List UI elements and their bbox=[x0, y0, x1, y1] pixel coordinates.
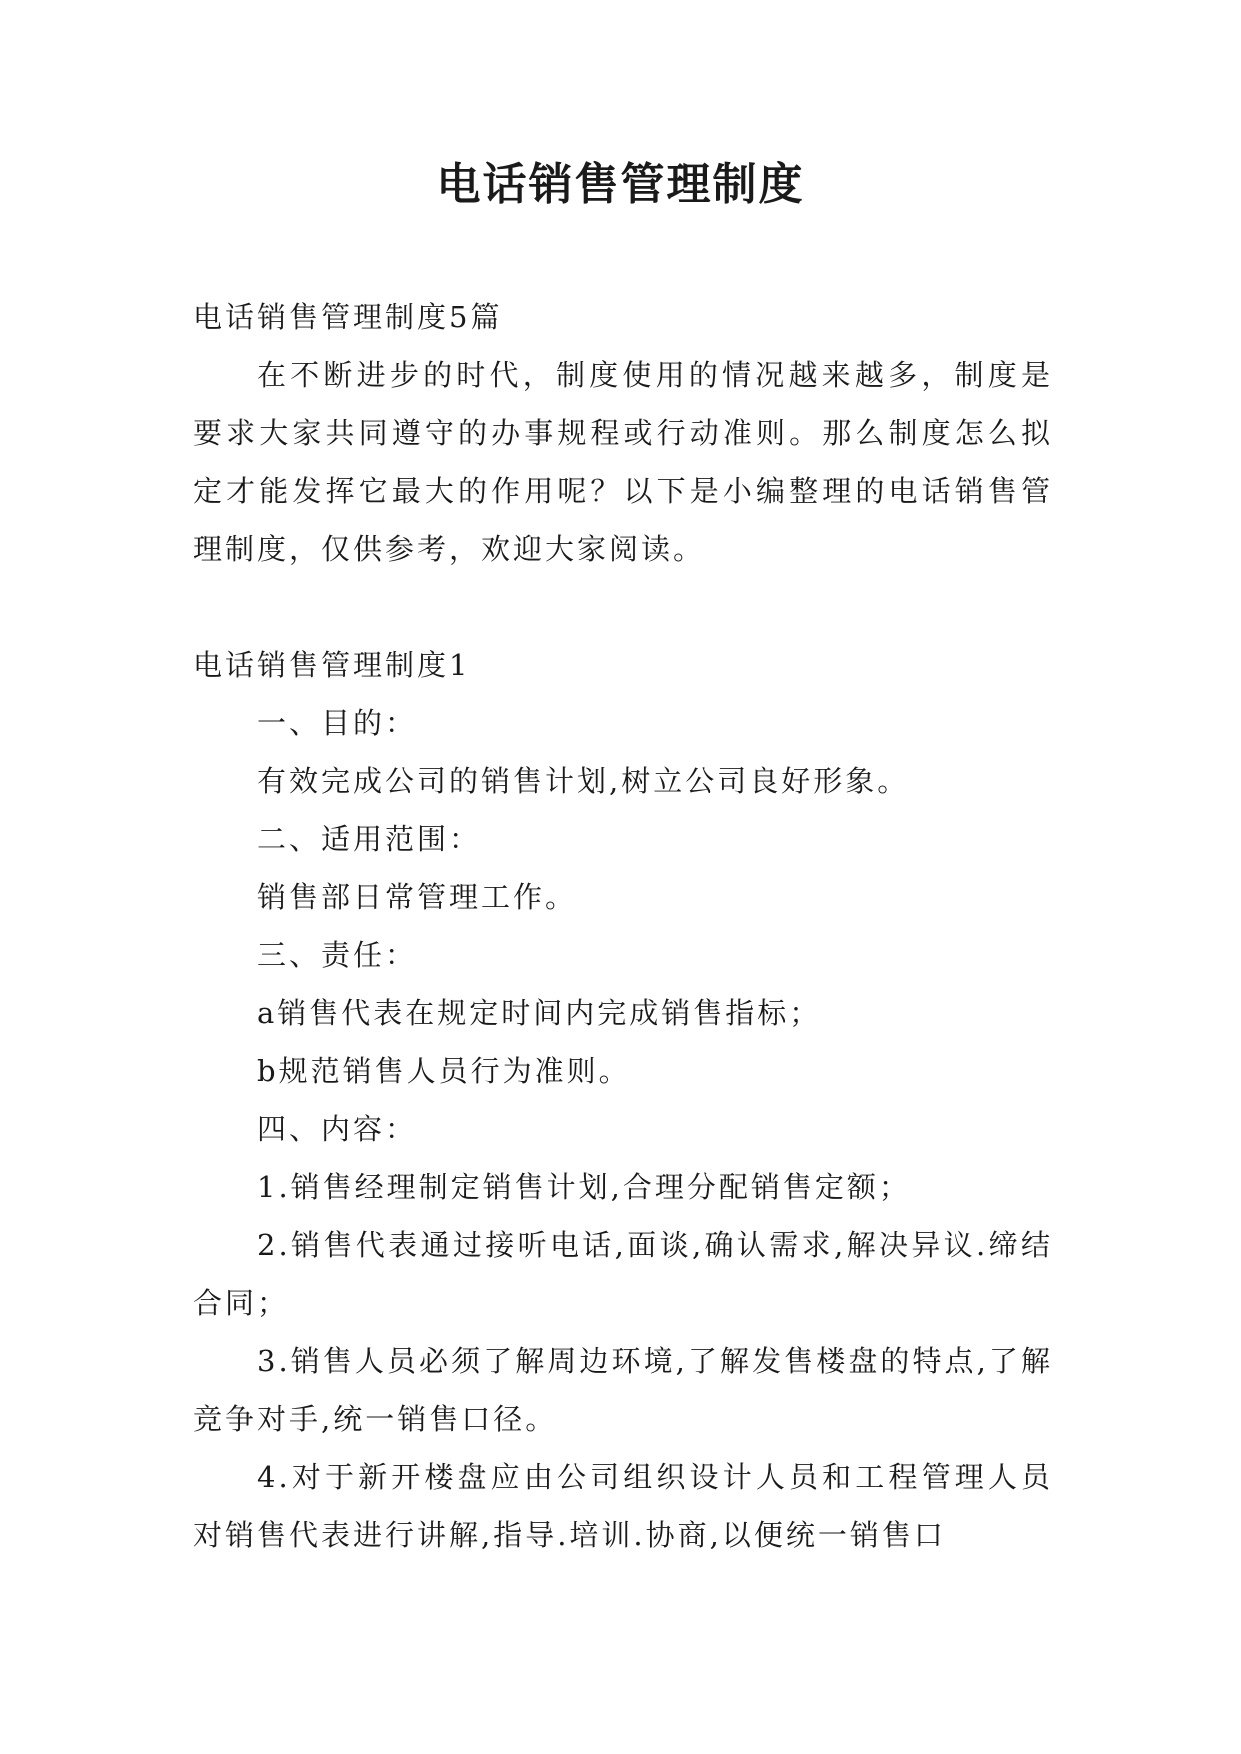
paragraph-scope-heading: 二、适用范围： bbox=[257, 822, 482, 856]
section-gap bbox=[193, 578, 1053, 636]
paragraph-purpose-heading: 一、目的： bbox=[257, 706, 418, 740]
paragraph-content-3: 3.销售人员必须了解周边环境,了解发售楼盘的特点,了解竞争对手,统一销售口径。 bbox=[193, 1344, 1053, 1436]
section-heading: 电话销售管理制度1 bbox=[193, 648, 471, 682]
paragraph-content-1: 1.销售经理制定销售计划,合理分配销售定额； bbox=[257, 1170, 911, 1204]
paragraph-responsibility-a: a销售代表在规定时间内完成销售指标； bbox=[257, 996, 822, 1030]
collection-heading: 电话销售管理制度5篇 bbox=[193, 300, 503, 334]
intro-paragraph: 在不断进步的时代，制度使用的情况越来越多，制度是要求大家共同遵守的办事规程或行动准则。那么制度怎么拟定才能发挥它最大的作用呢？以下是小编整理的电话销售管理制度，仅供参考，欢迎大家阅读。 bbox=[193, 358, 1053, 566]
paragraph-responsibility-b: b规范销售人员行为准则。 bbox=[257, 1054, 631, 1088]
paragraph-purpose: 有效完成公司的销售计划,树立公司良好形象。 bbox=[257, 764, 910, 798]
document-body bbox=[193, 288, 1053, 1564]
paragraph-responsibility-heading: 三、责任： bbox=[257, 938, 418, 972]
paragraph-content-4: 4.对于新开楼盘应由公司组织设计人员和工程管理人员对销售代表进行讲解,指导.培训.协商,以便统一销售口 bbox=[193, 1460, 1053, 1552]
document-title: 电话销售管理制度 bbox=[436, 159, 805, 210]
paragraph-scope: 销售部日常管理工作。 bbox=[257, 880, 578, 914]
paragraph-content-heading: 四、内容： bbox=[257, 1112, 418, 1146]
paragraph-content-2: 2.销售代表通过接听电话,面谈,确认需求,解决异议.缔结合同； bbox=[193, 1228, 1053, 1320]
